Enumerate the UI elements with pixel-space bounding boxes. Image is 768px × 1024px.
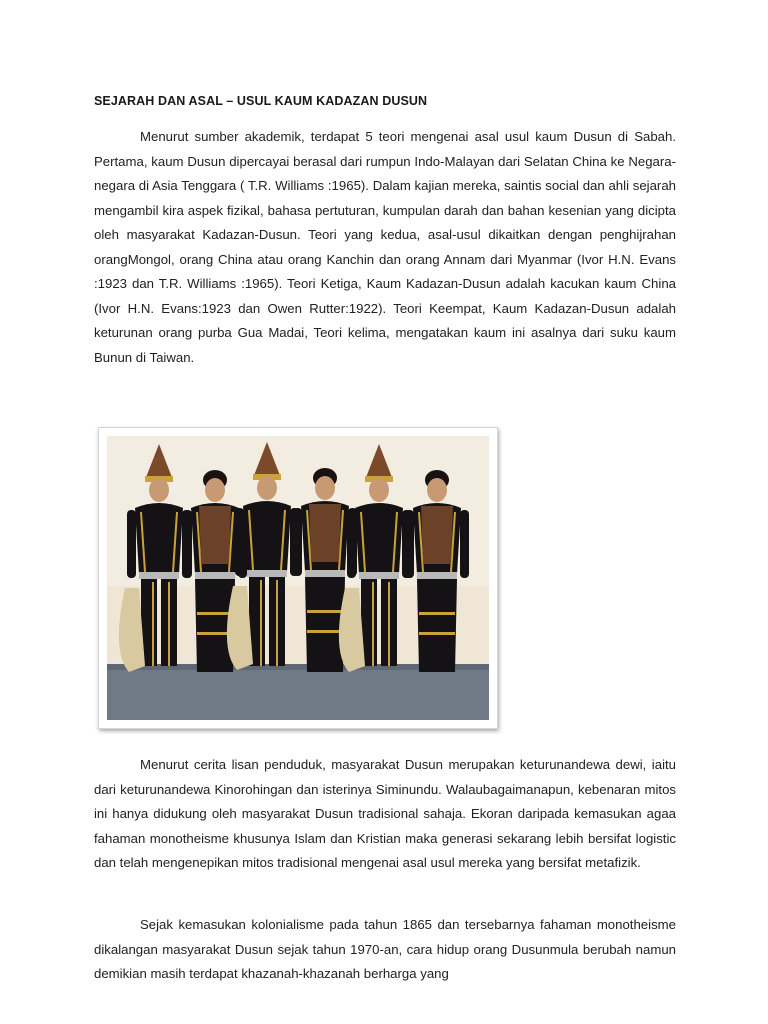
paragraph-colonialism: Sejak kemasukan kolonialisme pada tahun 1865 dan tersebarnya fahaman monotheisme dikalangan masyarakat Dusun sejak tahun 1970-an, cara hidup orang Dusunmula berubah namun demikian masih terdapat khazanah-khazanah berharga yang: [94, 917, 676, 981]
costume-photo-illustration: [107, 436, 489, 720]
paragraph-origin-theories: Menurut sumber akademik, terdapat 5 teori mengenai asal usul kaum Dusun di Sabah. Pertama, kaum Dusun dipercayai berasal dari rumpun Indo-Malayan dari Selatan China ke Negara-negara di Asia Tenggara ( T.R. Williams :1965). Dalam kajian mereka, saintis social dan ahli sejarah mengambil kira aspek fizikal, bahasa pertuturan, kumpulan darah dan bahan kesenian yang dicipta oleh masyarakat Kadazan-Dusun. Teori yang kedua, asal-usul dikaitkan dengan penghijrahan orangMongol, orang China atau orang Kanchin dan orang Annam dari Myanmar (Ivor H.N. Evans :1923 dan T.R. Williams :1965). Teori Ketiga, Kaum Kadazan-Dusun adalah kacukan kaum China (Ivor H.N. Evans:1923 dan Owen Rutter:1922). Teori Keempat, Kaum Kadazan-Dusun adalah keturunan orang purba Gua Madai, Teori kelima, mengatakan kaum ini asalnya dari suku kaum Bunun di Taiwan.: [94, 129, 676, 365]
paragraph-oral-history: Menurut cerita lisan penduduk, masyarakat Dusun merupakan keturunandewa dewi, iaitu dari keturunandewa Kinorohingan dan isterinya Siminundu. Walaubagaimanapun, kebenaran mitos ini hanya didukung oleh masyarakat Dusun tradisional sahaja. Ekoran daripada kemasukan agaa fahaman monotheisme khusunya Islam dan Kristian maka generasi sekarang lebih bersifat logistic dan telah mengenepikan mitos tradisional mengenai asal usul mereka yang bersifat metafizik.: [94, 757, 676, 870]
document-heading: SEJARAH DAN ASAL – USUL KAUM KADAZAN DUSUN: [94, 94, 428, 108]
costume-photo: [98, 427, 498, 729]
